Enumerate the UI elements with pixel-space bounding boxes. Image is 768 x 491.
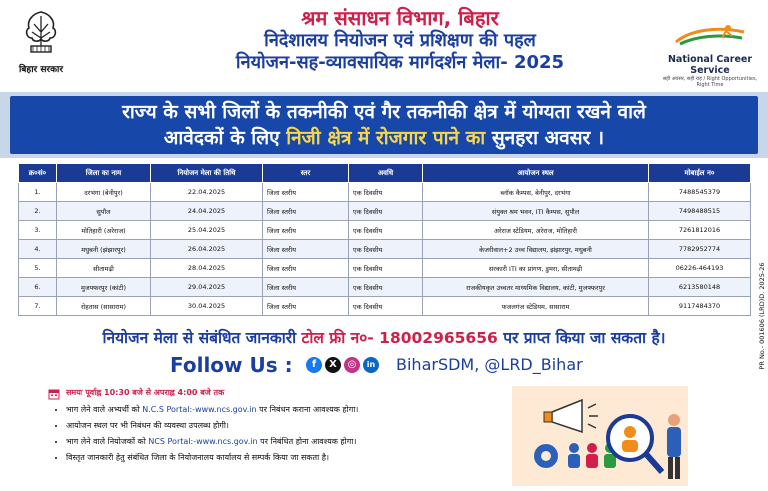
cell-venue: ब्लॉक कैम्पस, बेनीपुर, दरभंगा xyxy=(423,183,649,202)
fair-title: नियोजन-सह-व्यावसायिक मार्गदर्शन मेला- 2025 xyxy=(235,52,565,73)
tollfree-notice xyxy=(0,326,768,348)
headline-banner xyxy=(0,92,768,158)
ncs-name: National Career Service xyxy=(667,54,753,76)
schedule-table-container xyxy=(18,163,750,316)
cell-serial: 2. xyxy=(19,202,57,221)
table-row xyxy=(19,278,751,297)
table-row xyxy=(19,297,751,316)
col-serial: क्र०सं० xyxy=(19,164,57,183)
social-icons xyxy=(306,357,382,373)
cell-serial: 5. xyxy=(19,259,57,278)
cell-venue: संयुक्त श्रम भवन, ITI कैम्पस, सुपौल xyxy=(423,202,649,221)
cell-duration: एक दिवसीय xyxy=(349,183,423,202)
ncs-logo xyxy=(658,22,762,88)
col-date: नियोजन मेला की तिथि xyxy=(151,164,263,183)
point-text: आयोजन स्थल पर भी निबंधन की व्यवस्था उपलब्ध होगी। xyxy=(66,421,229,430)
cell-venue: सरकारी ITI का प्रांगण, डुमरा, सीतामढ़ी xyxy=(423,259,649,278)
cell-level: जिला स्तरीय xyxy=(263,221,349,240)
tollfree-prefix: नियोजन मेला से संबंधित जानकारी xyxy=(102,329,297,347)
banner-line-2-end: सुनहरा अवसर । xyxy=(491,127,605,149)
follow-us-label: Follow Us : xyxy=(170,353,293,377)
cell-duration: एक दिवसीय xyxy=(349,240,423,259)
facebook-icon[interactable]: f xyxy=(306,357,322,373)
col-duration: अवधि xyxy=(349,164,423,183)
ncs-swoosh-icon xyxy=(670,22,750,48)
cell-district: मोतिहारी (अरेराज) xyxy=(57,221,151,240)
table-header-row xyxy=(19,164,751,183)
cell-duration: एक दिवसीय xyxy=(349,221,423,240)
ncs-portal-link[interactable]: N.C.S Portal:-www.ncs.gov.in xyxy=(142,405,257,414)
point-text: भाग लेने वाले अभ्यर्थी को xyxy=(66,405,140,414)
cell-date: 26.04.2025 xyxy=(151,240,263,259)
cell-mobile: 9117484370 xyxy=(649,297,751,316)
cell-district: सुपौल xyxy=(57,202,151,221)
cell-district: मधुबनी (झंझारपुर) xyxy=(57,240,151,259)
point-text: पर निबंधित होना आवश्यक होगा। xyxy=(260,437,357,446)
list-item xyxy=(66,434,526,450)
follow-us-bar xyxy=(170,352,610,378)
bihar-emblem xyxy=(14,8,68,80)
cell-date: 25.04.2025 xyxy=(151,221,263,240)
point-text: पर निबंधन कराना आवश्यक होगा। xyxy=(259,405,359,414)
bodhi-tree-emblem-icon xyxy=(21,8,61,60)
cell-serial: 6. xyxy=(19,278,57,297)
cell-serial: 3. xyxy=(19,221,57,240)
page-header xyxy=(0,0,768,92)
calendar-icon xyxy=(48,388,60,400)
cell-mobile: 7488545379 xyxy=(649,183,751,202)
cell-district: मुजफ्फरपुर (कांटी) xyxy=(57,278,151,297)
banner-panel xyxy=(10,96,758,154)
cell-level: जिला स्तरीय xyxy=(263,259,349,278)
list-item xyxy=(66,418,526,434)
point-text: विस्तृत जानकारी हेतु संबंधित जिला के नियोजनालय कार्यालय से सम्पर्क किया जा सकता है। xyxy=(66,453,329,462)
cell-serial: 4. xyxy=(19,240,57,259)
cell-mobile: 7782952774 xyxy=(649,240,751,259)
cell-venue: राजकीयकृत उच्चतर माध्यमिक विद्यालय, कांटी, मुजफ्फरपुर xyxy=(423,278,649,297)
cell-district: रोहतास (सासाराम) xyxy=(57,297,151,316)
cell-level: जिला स्तरीय xyxy=(263,297,349,316)
table-row xyxy=(19,240,751,259)
recruitment-illustration xyxy=(512,386,688,486)
banner-highlight: निजी क्षेत्र में रोजगार पाने का xyxy=(286,127,486,149)
banner-line-1: राज्य के सभी जिलों के तकनीकी एवं गैर तकनीकी क्षेत्र में योग्यता रखने वाले xyxy=(122,101,646,123)
col-venue: आयोजन स्थल xyxy=(423,164,649,183)
point-text: भाग लेने वाले नियोजकों को xyxy=(66,437,146,446)
cell-district: दरभंगा (बेनीपुर) xyxy=(57,183,151,202)
cell-level: जिला स्तरीय xyxy=(263,278,349,297)
instagram-icon[interactable]: ◎ xyxy=(344,357,360,373)
cell-mobile: 7261812016 xyxy=(649,221,751,240)
cell-date: 30.04.2025 xyxy=(151,297,263,316)
table-row xyxy=(19,221,751,240)
list-item xyxy=(66,450,526,466)
col-district: जिला का नाम xyxy=(57,164,151,183)
cell-duration: एक दिवसीय xyxy=(349,278,423,297)
cell-level: जिला स्तरीय xyxy=(263,183,349,202)
cell-date: 28.04.2025 xyxy=(151,259,263,278)
pr-number-note xyxy=(752,262,766,382)
banner-line-2-start: आवेदकों के लिए xyxy=(163,127,280,149)
cell-duration: एक दिवसीय xyxy=(349,202,423,221)
cell-district: सीतामढ़ी xyxy=(57,259,151,278)
pr-number-text: PR No.- 001606 (LRD)D. 2025-26 xyxy=(758,262,766,370)
x-icon[interactable]: X xyxy=(325,357,341,373)
cell-venue: अरेराज स्टेडियम, अरेराज, मोतिहारी xyxy=(423,221,649,240)
gear-icon xyxy=(534,444,558,468)
tollfree-label: टोल फ्री न०- xyxy=(301,329,374,347)
cell-serial: 1. xyxy=(19,183,57,202)
emblem-caption: बिहार सरकार xyxy=(18,65,64,75)
table-row xyxy=(19,202,751,221)
directorate-title: निदेशालय नियोजन एवं प्रशिक्षण की पहल xyxy=(264,30,536,51)
tollfree-number[interactable]: 18002965656 xyxy=(379,329,498,347)
cell-mobile: 6213580148 xyxy=(649,278,751,297)
cell-serial: 7. xyxy=(19,297,57,316)
banner-line-2 xyxy=(10,126,758,150)
cell-level: जिला स्तरीय xyxy=(263,202,349,221)
cell-date: 22.04.2025 xyxy=(151,183,263,202)
header-titles xyxy=(120,6,680,74)
social-handle[interactable]: BiharSDM, @LRD_Bihar xyxy=(396,355,583,374)
cell-level: जिला स्तरीय xyxy=(263,240,349,259)
department-title: श्रम संसाधन विभाग, बिहार xyxy=(301,6,499,30)
col-level: स्तर xyxy=(263,164,349,183)
linkedin-icon[interactable]: in xyxy=(363,357,379,373)
cell-date: 24.04.2025 xyxy=(151,202,263,221)
cell-mobile: 06226-464193 xyxy=(649,259,751,278)
table-row xyxy=(19,183,751,202)
tollfree-suffix: पर प्राप्त किया जा सकता है। xyxy=(503,329,666,347)
col-mobile: मोबाईल न० xyxy=(649,164,751,183)
schedule-table xyxy=(18,163,751,316)
cell-duration: एक दिवसीय xyxy=(349,259,423,278)
list-item xyxy=(66,402,526,418)
ncs-tagline: सही अवसर, सही राह / Right Opportunities, Right Time xyxy=(662,76,758,88)
timing-text: समयः पूर्वाह्न 10:30 बजे से अपराह्न 4:00 बजे तक xyxy=(66,388,225,397)
cell-date: 29.04.2025 xyxy=(151,278,263,297)
cell-duration: एक दिवसीय xyxy=(349,297,423,316)
cell-venue: फजलगंज स्टेडियम, सासाराम xyxy=(423,297,649,316)
instruction-list xyxy=(52,402,526,466)
cell-mobile: 7498488515 xyxy=(649,202,751,221)
ncs-portal-link[interactable]: NCS Portal:-www.ncs.gov.in xyxy=(148,437,258,446)
table-row xyxy=(19,259,751,278)
cell-venue: केजरीवाल+2 उच्च विद्यालय, झंझारपुर, मधुबनी xyxy=(423,240,649,259)
